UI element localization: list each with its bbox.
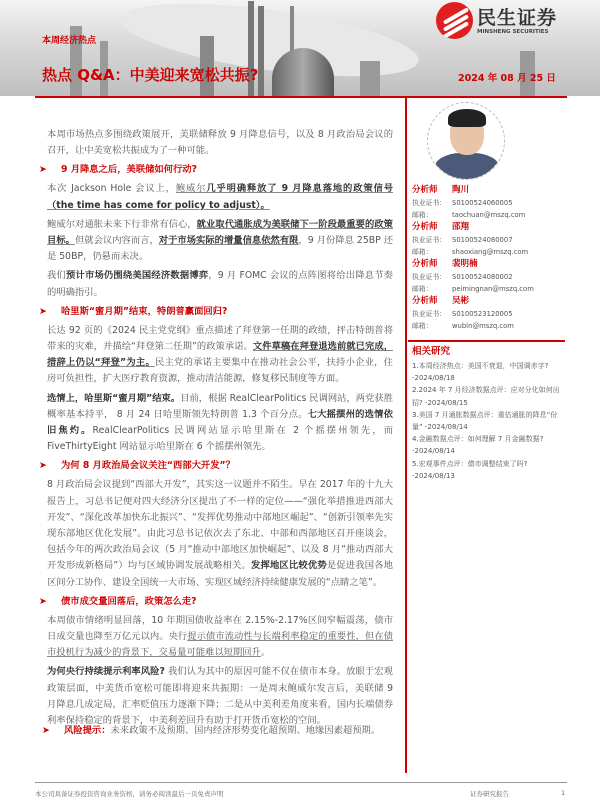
email-label: 邮箱： [412,247,433,256]
cert-label: 执业证书： [412,198,446,207]
text-segment: 但就会议内容而言， [74,235,159,247]
cert-label: 执业证书： [412,309,446,318]
related-title: 相关研究 [412,346,451,357]
logo-cn: 民生证券 [477,6,558,29]
analyst-role: 分析师 [412,185,438,195]
text-segment: 发挥地区比较优势 [251,560,327,572]
text-segment: 对于市场实际的增量信息依然有限 [158,235,299,247]
body-paragraph [47,391,393,456]
text-segment: 鲍威尔 [175,183,207,195]
body-paragraph [47,664,393,729]
page-number: 1 [561,789,566,797]
cert-label: 执业证书： [412,235,446,244]
bullet-arrow-icon: ➤ [42,725,50,736]
footer-disclaimer: 本公司具备证券投资咨询业务资格，请务必阅读最后一页免责声明 [35,790,224,798]
bullet-arrow-icon: ➤ [39,305,47,317]
text-segment: 民主党的承诺主要集中在推动社会公平，扶持小企业，住房可负担性，扩大医疗教育资源，推动清洁能源，修复移民制度等方面。 [47,357,393,385]
logo-en: MINSHENG SECURITIES [477,28,549,35]
email-label: 邮箱： [412,210,433,219]
minsheng-logo [436,2,557,39]
related-item[interactable]: 1.本周经济热点：美国不衰退，中国调赤字?-2024/08/18 [412,362,549,383]
analyst-email-row [412,283,597,295]
page-title: 热点 Q&A：中美迎来宽松共振? [42,66,259,84]
text-segment: 七大摇摆州的选情依旧焦灼。 [47,408,393,437]
analyst-cert-row [412,308,597,320]
logo-mark-icon [436,2,473,39]
text-segment: 为何央行持续提示利率风险? [47,666,165,678]
text-segment: 预计市场仍围绕美国经济数据博弈 [65,270,209,282]
text-segment: 我们认为其中的原因可能不仅在债市本身。放眼于宏观政策层面，中美货币宽松可能即将迎来共振期：一是周末鲍威尔发言后，美联储 9 月降息几成定局，汇率贬值压力逐渐下降；二是从中美利差角度来看，国内长端债券利率保持稳定的背景下，中美利差回升有助于打开货币宽松的空间。 [47,666,393,727]
section-heading [39,458,393,474]
risk-warning [42,722,380,736]
analyst-email[interactable]: peimingnan@mszq.com [452,284,534,293]
analyst-email-row [412,246,597,258]
underlined-segment [159,235,299,246]
analyst-role: 分析师 [412,259,438,269]
section-heading [39,304,393,320]
bullet-arrow-icon: ➤ [39,164,47,176]
related-divider [408,340,565,342]
text-segment: 几乎明确释放了 9 月降息落地的政策信号（the time has come for policy to adjust）。 [47,183,393,211]
email-label: 邮箱： [412,284,433,293]
risk-text: 未来政策不及预期、国内经济形势变化超预期、地缘因素超预期。 [110,725,381,736]
text-segment: 目前，根据 RealClearPolitics 民调网站，两党获胜概率基本持平， 8 月 24 日哈里斯领先特朗普 1.3 个百分点。 [47,392,393,420]
related-item[interactable]: 4.金融数据点评：如何理解 7 月金融数据? -2024/08/14 [412,435,544,456]
cert-label: 执业证书： [412,272,446,281]
analyst-email[interactable]: taochuan@mszq.com [452,210,526,219]
text-segment: 8 月政治局会议提到“西部大开发”，其实这一议题并不陌生。早在 2017 年的十九大报告上，习总书记便对四大经济分区提出了不一样的定位——“强化举措推进西部大开发”、“深化改革加快东北振兴”、“发挥优势推动中部地区崛起”、“创新引领率先实现东部地区优化发展”。由此习总书记依次去了东北、中部和西部地区召开座谈会，包括今年的两次政治局会议（5 月“推动中部地区加快崛起”、以及 8 月“推动西部大开发形成新格局”）均与区域协调发展战略相关。 [47,479,393,572]
text-segment: 长达 92 页的《2024 民主党党纲》重点描述了拜登第一任期的政绩，抨击特朗普将带来的灾难，并描绘“拜登第二任期”的政策承诺。 [47,324,393,353]
report-date: 2024 年 08 月 25 日 [458,73,556,84]
text-segment: 。 [260,647,271,659]
risk-label: 风险提示： [64,725,111,736]
column-divider [405,97,407,773]
bullet-arrow-icon: ➤ [39,595,47,607]
body-paragraph [47,477,393,590]
cert-number: S0100523120005 [452,309,513,318]
related-item[interactable]: 5.宏观事件点评：债市调整结束了吗? -2024/08/13 [412,459,528,480]
analyst-email[interactable]: shaoxiang@mszq.com [452,247,529,256]
analyst-photo [427,102,505,180]
section-heading-text: 债市成交量回落后，政策怎么走? [61,595,197,607]
text-segment: 就业取代通胀成为美联储下一阶段最重要的政策目标。 [47,218,393,247]
text-segment: 鲍威尔对通胀未来下行非常有信心， [47,218,197,230]
cert-number: S0100524080007 [452,235,513,244]
analyst-name: 陶川 [452,185,470,195]
analyst-email[interactable]: wubin@mszq.com [452,321,514,330]
analyst-cert-row [412,197,597,209]
section-heading-text: 哈里斯“蜜月期”结束，特朗普赢面回归? [61,305,228,317]
text-segment: ，9 月 FOMC 会议的点阵图将给出降息节奏的明确指引。 [47,270,393,298]
analyst-email-row [412,209,597,221]
analyst-name: 邵翔 [452,222,470,232]
section-heading-text: 为何 8 月政治局会议关注“西部大开发”？ [61,460,235,472]
analyst-name: 吴彬 [452,296,470,306]
analyst-email-row [412,320,597,332]
section-heading [39,162,393,178]
body-paragraph [47,323,393,388]
bullet-arrow-icon: ➤ [39,460,47,472]
header-divider [35,96,567,98]
analyst-cert-row [412,234,597,246]
analyst-name-row [412,295,597,308]
section-heading-text: 9 月降息之后，美联储如何行动? [61,164,197,176]
analyst-name-row [412,184,597,197]
analyst-role: 分析师 [412,222,438,232]
text-segment: 是促进我国各地区间分工协作、建设全国统一大市场、实现区域经济持续健康发展的“点睛之笔”。 [47,560,393,588]
related-research [412,344,562,482]
body-paragraph [47,217,393,266]
body-paragraph [47,613,393,662]
text-segment: 选情上，哈里斯“蜜月期”结束。 [47,392,181,404]
text-segment: 文件草稿在拜登退选前就已完成，措辞上仍以“拜登”为主。 [47,341,393,369]
body-paragraph [47,268,393,300]
text-segment: 提示债市流动性与长端利率稳定的重要性，但在债市投机行为减少的背景下，交易量可能难以短期回升 [47,631,393,659]
footer-divider [35,782,567,783]
text-segment: ，9 月份降息 25BP 还是 50BP，仍悬而未决。 [47,235,393,263]
footer-report-type: 证券研究报告 [470,790,509,798]
cert-number: S0100524060005 [452,198,513,207]
section-heading [39,594,393,610]
cert-number: S0100524080002 [452,272,513,281]
email-label: 邮箱： [412,321,433,330]
analyst-cert-row [412,271,597,283]
analyst-list [412,184,597,332]
text-segment: RealClearPolitics 民调网站显示哈里斯在 2 个摇摆州领先，而 FiveThirtyEight 网站显示哈里斯在 6 个摇摆州领先。 [47,425,393,453]
analyst-name-row [412,221,597,234]
intro-paragraph: 本周市场热点多围绕政策展开，美联储释放 9 月降息信号，以及 8 月政治局会议的召开，让中美宽松共振成为了一种可能。 [47,129,393,157]
text-segment: 我们 [47,270,66,282]
report-kicker: 本周经济热点 [42,36,97,46]
related-item[interactable]: 2.2024 年 7 月经济数据点评：应对分化如何出招? -2024/08/15 [412,386,560,407]
text-segment: 本次 Jackson Hole 会议上， [47,183,176,195]
text-segment: 本周债市情绪明显回落，10 年期国债收益率在 2.15%-2.17%区间窄幅震荡，债市日成交量也降至万亿元以内。央行 [47,614,393,643]
analyst-role: 分析师 [412,296,438,306]
body-paragraph [47,181,393,213]
underlined-segment [176,183,207,194]
analyst-name-row [412,258,597,271]
main-body [39,127,393,732]
related-item[interactable]: 3.美国 7 月通胀数据点评：重估通胀的降息“份量” -2024/08/14 [412,410,558,432]
header-banner [0,0,600,96]
analyst-name: 裴明楠 [452,259,478,269]
